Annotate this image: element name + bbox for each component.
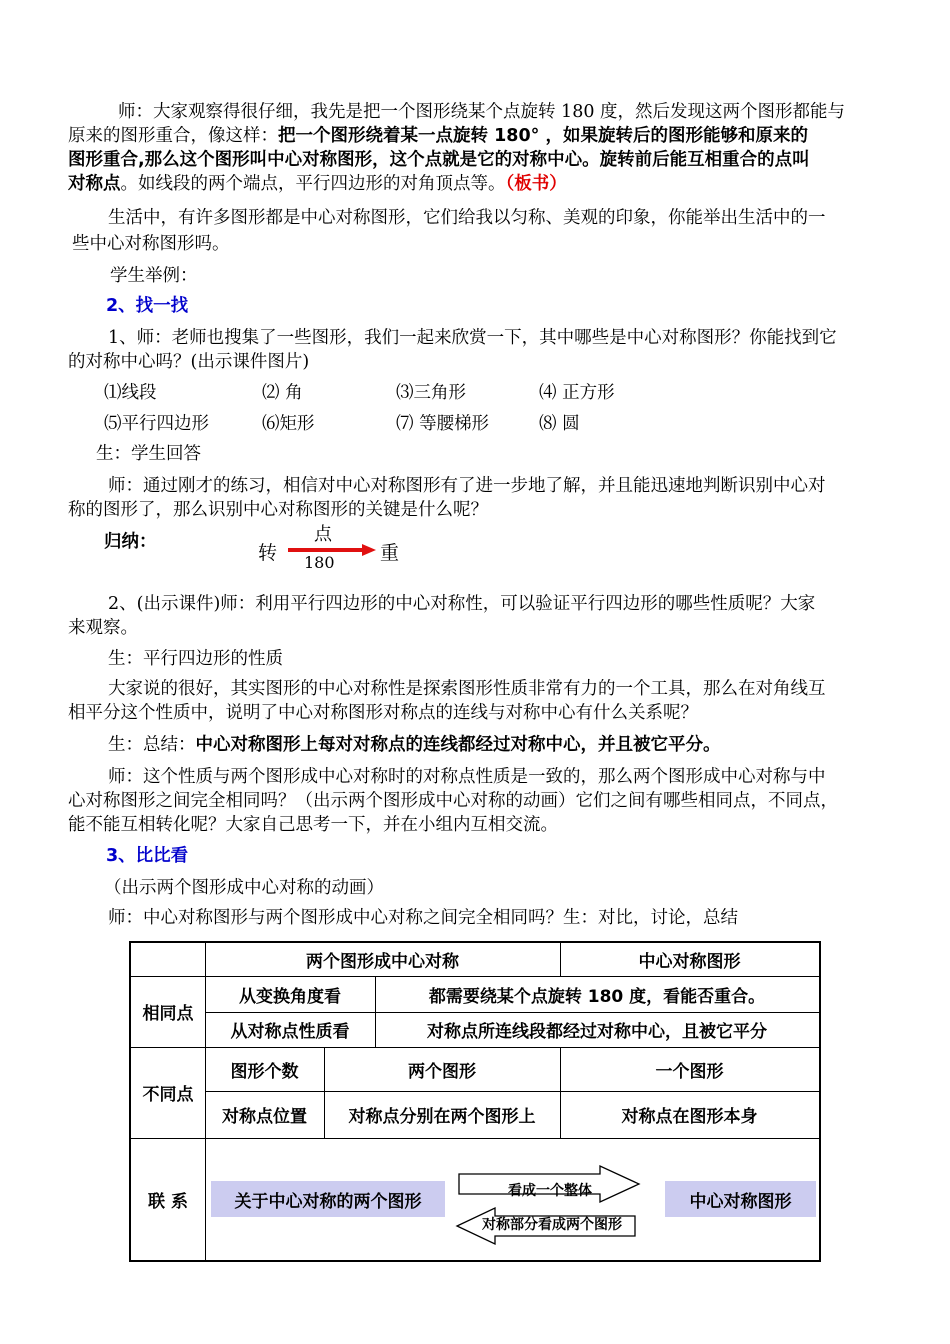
para-4-line-1: 1、师：老师也搜集了一些图形，我们一起来欣赏一下，其中哪些是中心对称图形？你能找到它 — [108, 328, 837, 348]
para-8: 生：平行四边形的性质 — [108, 649, 283, 669]
para-10 — [108, 733, 928, 757]
diff-position-one: 对称点在图形本身 — [621, 1107, 758, 1127]
para-7-line-2: 来观察。 — [68, 618, 138, 638]
board-note: （板书） — [505, 174, 567, 194]
student-answer: 生：学生回答 — [96, 444, 201, 464]
option-5: ⑸平行四边形 — [104, 414, 209, 434]
summary-rotate-char: 转 — [258, 542, 278, 564]
para-1-line-3: 图形重合,那么这个图形叫中心对称图形，这个点就是它的对称中心。旋转前后能互相重合的点叫 — [68, 150, 810, 170]
table-header-center-symmetric-figure: 中心对称图形 — [638, 952, 741, 972]
summary-point-char: 点 — [314, 524, 332, 545]
para-7-line-1: 2、(出示课件)师：利用平行四边形的中心对称性，可以验证平行四边形的哪些性质呢？大家 — [108, 594, 816, 614]
option-2: ⑵ 角 — [262, 383, 303, 403]
para-2-line-1: 生活中，有许多图形都是中心对称图形，它们给我以匀称、美观的印象，你能举出生活中的一 — [108, 208, 826, 228]
para-13: 师：中心对称图形与两个图形成中心对称之间完全相同吗？生：对比，讨论，总结 — [108, 908, 738, 928]
link-center-figure-box: 中心对称图形 — [665, 1181, 816, 1217]
para-4-line-2: 的对称中心吗？(出示课件图片) — [68, 352, 310, 372]
option-7: ⑺ 等腰梯形 — [396, 414, 490, 434]
para-11-line-3: 能不能互相转化呢？大家自己思考一下，并在小组内互相交流。 — [68, 815, 558, 835]
para-1-line-4-plain: 。如线段的两个端点，平行四边形的对角顶点等。 — [120, 174, 506, 194]
diff-count-two: 两个图形 — [408, 1061, 476, 1082]
para-11-line-1: 师：这个性质与两个图形成中心对称时的对称点性质是一致的，那么两个图形成中心对称与中 — [108, 767, 826, 787]
row-label-same: 相同点 — [142, 1004, 194, 1024]
row-label-different: 不同点 — [142, 1085, 194, 1105]
summary-diagram — [240, 524, 410, 572]
para-1-line-2-plain: 原来的图形重合，像这样： — [68, 126, 278, 146]
table-header-two-figures: 两个图形成中心对称 — [306, 952, 459, 972]
arrow-left-label: 对称部分看成两个图形 — [482, 1217, 622, 1233]
summary-angle-text: 180 — [304, 553, 335, 572]
symmetric-point-term: 对称点 — [68, 174, 121, 194]
para-6-line-1: 师：通过刚才的练习，相信对中心对称图形有了进一步地了解，并且能迅速地判断识别中心对 — [108, 476, 826, 496]
same-point-label: 从对称点性质看 — [230, 1022, 350, 1042]
link-two-figures-box: 关于中心对称的两个图形 — [211, 1181, 445, 1217]
table-rule — [131, 1138, 819, 1139]
para-2-line-2: 些中心对称图形吗。 — [72, 234, 230, 254]
definition-text: 把一个图形绕着某一点旋转 180° ，如果旋转后的图形能够和原来的 — [278, 126, 808, 146]
student-examples: 学生举例： — [110, 266, 198, 286]
para-11-line-2: 心对称图形之间完全相同吗？（出示两个图形成中心对称的动画）它们之间有哪些相同点，不同点， — [68, 791, 838, 811]
same-transform-label: 从变换角度看 — [239, 986, 341, 1007]
para-1-line-2 — [68, 124, 888, 148]
diff-position-two: 对称点分别在两个图形上 — [348, 1107, 536, 1127]
summary-coincide-char: 重 — [380, 542, 400, 564]
conclusion-text: 中心对称图形上每对对称点的连线都经过对称中心，并且被它平分。 — [195, 735, 721, 755]
para-9-line-1: 大家说的很好，其实图形的中心对称性是探索图形性质非常有力的一个工具，那么在对角线互 — [108, 679, 826, 699]
same-transform-value: 都需要绕某个点旋转 180 度，看能否重合。 — [428, 986, 766, 1007]
summary-label: 归纳： — [104, 532, 157, 552]
arrow-right-label: 看成一个整体 — [508, 1183, 592, 1199]
option-1: ⑴线段 — [104, 383, 157, 403]
option-8: ⑻ 圆 — [539, 414, 580, 434]
para-6-line-2: 称的图形了，那么识别中心对称图形的关键是什么呢？ — [68, 500, 488, 520]
para-1-line-1: 师：大家观察得很仔细，我先是把一个图形绕某个点旋转 180 度，然后发现这两个图形都能与 — [118, 102, 846, 122]
same-point-value: 对称点所连线段都经过对称中心，且被它平分 — [427, 1022, 767, 1042]
section-heading-3: 3、比比看 — [106, 846, 189, 866]
option-6: ⑹矩形 — [262, 414, 315, 434]
option-4: ⑷ 正方形 — [539, 383, 615, 403]
para-9-line-2: 相平分这个性质中，说明了中心对称图形对称点的连线与对称中心有什么关系呢？ — [68, 703, 698, 723]
diff-position-label: 对称点位置 — [222, 1107, 307, 1127]
para-12: （出示两个图形成中心对称的动画） — [104, 878, 384, 898]
para-10-prefix: 生：总结： — [108, 735, 196, 755]
diff-count-label: 图形个数 — [230, 1061, 299, 1082]
diff-count-one: 一个图形 — [655, 1061, 724, 1082]
row-label-link: 联 系 — [148, 1191, 188, 1212]
section-heading-2: 2、找一找 — [106, 296, 189, 316]
para-1-line-4 — [68, 172, 888, 196]
option-3: ⑶三角形 — [396, 383, 466, 403]
